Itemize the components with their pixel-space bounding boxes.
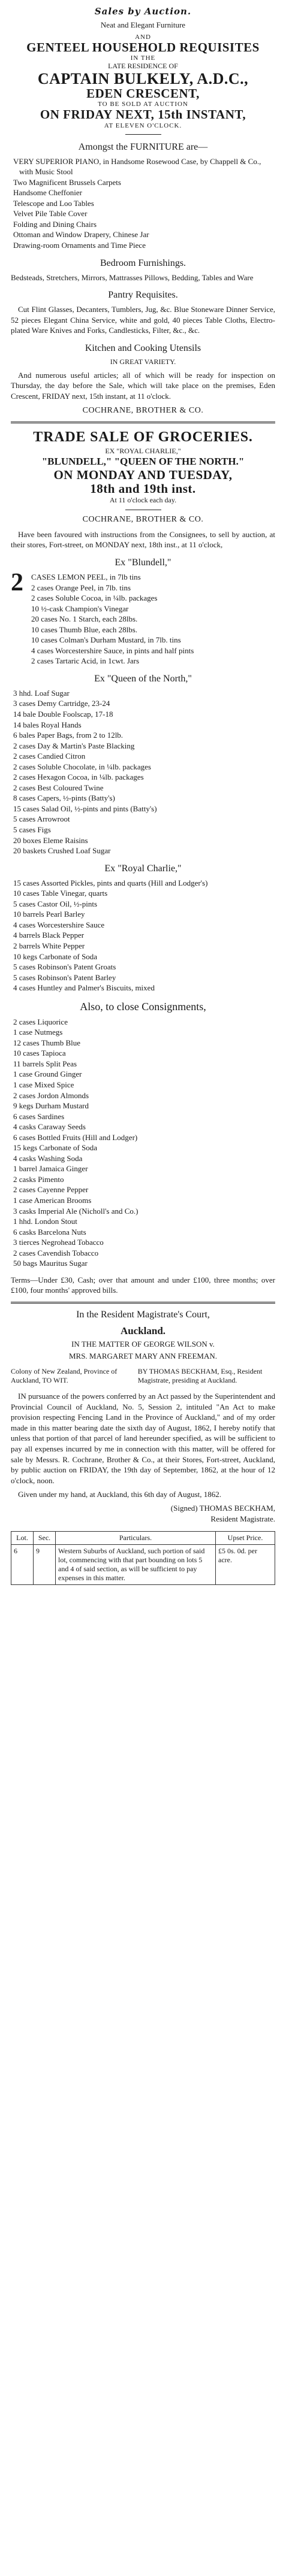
list-item: 6 cases Bottled Fruits (Hill and Lodger)	[13, 1132, 138, 1142]
list-item: 10 cases Table Vinegar, quarts	[13, 889, 108, 898]
groceries-firm: COCHRANE, BROTHER & CO.	[82, 514, 204, 524]
signed-title: Resident Magistrate.	[210, 1514, 275, 1523]
list-item: Handsome Cheffonier	[13, 188, 82, 198]
list-item: VERY SUPERIOR PIANO, in Handsome Rosewood Case, by Chappell & Co., with Music Stool	[13, 156, 261, 177]
ex-queen-heading: Ex "Queen of the North,"	[94, 673, 192, 684]
lots-header-particulars: Particulars.	[56, 1531, 216, 1544]
list-item: Two Magnificent Brussels Carpets	[13, 177, 121, 187]
dropcap-two: 2	[11, 569, 23, 596]
furniture-owner: CAPTAIN BULKELY, A.D.C.,	[37, 70, 249, 88]
list-item: 4 cases Huntley and Palmer's Biscuits, mixed	[13, 983, 155, 993]
groceries-title: TRADE SALE OF GROCERIES.	[33, 429, 253, 446]
list-item: 1 hhd. London Stout	[13, 1217, 77, 1226]
list-item: 4 casks Caraway Seeds	[13, 1122, 86, 1132]
also-heading: Also, to close Consignments,	[80, 1000, 206, 1013]
furniture-to-be-sold: TO BE SOLD AT AUCTION	[98, 101, 188, 108]
lots-cell-upset-price: £5 0s. 0d. per acre.	[216, 1544, 275, 1584]
list-item: 10 cases Thumb Blue, each 28lbs.	[31, 625, 138, 634]
court-place: Auckland.	[120, 1325, 166, 1337]
ex-royal-heading: Ex "Royal Charlie,"	[104, 863, 182, 874]
bedroom-text: Bedsteads, Stretchers, Mirrors, Mattrasses Pillows, Bedding, Tables and Ware	[11, 272, 254, 282]
list-item: 1 barrel Jamaica Ginger	[13, 1164, 88, 1174]
list-item: 15 cases Assorted Pickles, pints and quarts (Hill and Lodger's)	[13, 878, 208, 887]
list-item: 2 cases Best Coloured Twine	[13, 783, 104, 792]
list-item: 20 boxes Eleme Raisins	[13, 835, 88, 845]
list-item: Folding and Dining Chairs	[13, 219, 97, 229]
table-row	[11, 1544, 275, 1584]
groceries-time: At 11 o'clock each day.	[109, 495, 177, 504]
list-item: 2 cases Orange Peel, in 7lb. tins	[31, 583, 131, 592]
list-item: 2 cases Cavendish Tobacco	[13, 1248, 99, 1257]
amongst-heading: Amongst the FURNITURE are—	[78, 141, 208, 152]
groceries-ex: EX "ROYAL CHARLIE,"	[105, 447, 181, 456]
list-item: 12 cases Thumb Blue	[13, 1038, 81, 1047]
list-item: 5 cases Castor Oil, ½-pints	[13, 899, 98, 908]
furniture-and: AND	[135, 34, 151, 41]
bedroom-heading: Bedroom Furnishings.	[100, 257, 186, 268]
blundell-block	[11, 569, 275, 666]
list-item: 6 cases Sardines	[13, 1111, 65, 1121]
list-item: 20 baskets Crushed Loaf Sugar	[13, 846, 111, 856]
list-item: 10 cases Colman's Durham Mustard, in 7lb. tins	[31, 635, 181, 645]
list-item: 3 hhd. Loaf Sugar	[13, 688, 70, 698]
list-item: Drawing-room Ornaments and Time Piece	[13, 240, 146, 250]
royal-list	[11, 878, 275, 993]
pantry-heading: Pantry Requisites.	[108, 290, 178, 301]
kitchen-text: And numerous useful articles; all of which will be ready for inspection on Thursday, the day before the Sale, which will take place on the premises, Eden Crescent, FRIDAY next, 15th instant, at 11 o'clock.	[11, 370, 275, 401]
list-item: Ottoman and Window Drapery, Chinese Jar	[13, 230, 149, 240]
list-item: 4 cases Worcestershire Sauce, in pints and half pints	[31, 645, 194, 655]
court-matter-line2: MRS. MARGARET MARY ANN FREEMAN.	[68, 1351, 218, 1361]
signed-label: (Signed)	[170, 1503, 198, 1513]
signature-line	[11, 1504, 275, 1513]
list-item: 2 cases Soluble Chocolate, in ¼lb. packages	[13, 762, 151, 771]
list-item: 9 kegs Durham Mustard	[13, 1101, 89, 1111]
blundell-list	[29, 572, 275, 666]
list-item: Velvet Pile Table Cover	[13, 209, 88, 219]
furniture-date: ON FRIDAY NEXT, 15th INSTANT,	[40, 107, 246, 122]
list-item: 11 barrels Split Peas	[13, 1059, 77, 1068]
list-item: 2 barrels White Pepper	[13, 941, 85, 950]
list-item: 3 tierces Negrohead Tobacco	[13, 1238, 104, 1247]
divider	[125, 134, 161, 135]
lots-table-header-row	[11, 1531, 275, 1544]
list-item: 2 cases Day & Martin's Paste Blacking	[13, 741, 135, 750]
list-item: 15 kegs Carbonate of Soda	[13, 1143, 98, 1153]
section-divider	[11, 422, 275, 423]
list-item: 3 cases Demy Cartridge, 23-24	[13, 699, 110, 708]
groceries-intro: Have been favoured with instructions from the Consignees, to sell by auction, at their stores, Fort-street, on MONDAY next, 18th inst., at 11 o'clock,	[11, 529, 275, 550]
furniture-time: AT ELEVEN O'CLOCK.	[104, 122, 182, 129]
list-item: 2 cases Jordon Almonds	[13, 1090, 89, 1100]
list-item: 10 kegs Carbonate of Soda	[13, 951, 98, 961]
furniture-in-the: IN THE	[130, 54, 156, 62]
lots-header-lot: Lot.	[11, 1531, 34, 1544]
list-item: 5 cases Arrowroot	[13, 814, 70, 824]
ex-blundell-heading: Ex "Blundell,"	[115, 557, 171, 568]
list-item: 2 cases Cayenne Pepper	[13, 1185, 89, 1195]
list-item: 2 cases Candied Citron	[13, 751, 86, 761]
list-item: CASES LEMON PEEL, in 7lb tins	[31, 572, 141, 581]
list-item: 2 cases Hexagon Cocoa, in ¼lb. packages	[13, 772, 144, 782]
lots-header-sec: Sec.	[34, 1531, 56, 1544]
list-item: 4 barrels Black Pepper	[13, 931, 85, 940]
groceries-ships: "BLUNDELL," "QUEEN OF THE NORTH."	[41, 456, 245, 468]
amongst-list	[11, 156, 275, 251]
furniture-firm: COCHRANE, BROTHER & CO.	[82, 406, 204, 416]
list-item: 2 cases Tartaric Acid, in 1cwt. Jars	[31, 656, 140, 666]
list-item: 4 cases Worcestershire Sauce	[13, 920, 105, 929]
furniture-late-residence: LATE RESIDENCE OF	[108, 62, 178, 71]
list-item: 1 case American Brooms	[13, 1195, 92, 1205]
list-item: 8 cases Capers, ½-pints (Batty's)	[13, 793, 115, 803]
list-item: 1 case Mixed Spice	[13, 1080, 74, 1089]
list-item: 5 cases Figs	[13, 825, 51, 835]
lots-cell-sec: 9	[34, 1544, 56, 1584]
lots-cell-lot: 6	[11, 1544, 34, 1584]
section-divider	[11, 1302, 275, 1304]
court-matter-line1: IN THE MATTER OF GEORGE WILSON v.	[71, 1339, 215, 1349]
lots-header-upset-price: Upset Price.	[216, 1531, 275, 1544]
magistrate-text: BY THOMAS BECKHAM, Esq., Resident Magistrate, presiding at Auckland.	[137, 1367, 263, 1385]
kitchen-heading: Kitchen and Cooking Utensils	[85, 343, 201, 353]
list-item: 50 bags Mauritus Sugar	[13, 1259, 88, 1268]
list-item: 5 cases Robinson's Patent Barley	[13, 972, 116, 982]
list-item: 15 cases Salad Oil, ½-pints and pints (Batty's)	[13, 804, 157, 813]
furniture-street: EDEN CRESCENT,	[86, 86, 200, 101]
colony-text: Colony of New Zealand, Province of Auckland, TO WIT.	[11, 1367, 118, 1385]
groceries-advert	[11, 429, 275, 1296]
kitchen-sub: IN GREAT VARIETY.	[110, 357, 176, 366]
furniture-advert	[11, 20, 275, 416]
court-body: IN pursuance of the powers conferred by an Act passed by the Superintendent and Provincial Council of Auckland, No. 5, Session 2, intituled "An Act to make provision respecting Fencing Land in the Province of Auckland," and of my order made in this matter bearing date the sixth day of August, 1862, I hereby notify that unless that portion of that parcel of land hereunder specified, as will be sufficient to pay all expenses incurred by me in connection with this matter, will be offered for sale by Messrs. R. Cochrane, Brother & Co., at their Stores, Fort-street, Auckland, by public auction on FRIDAY, the 19th day of September, 1862, at the hour of 12 o'clock, noon.	[11, 1392, 275, 1485]
list-item: 10 cases Tapioca	[13, 1048, 66, 1058]
court-given: Given under my hand, at Auckland, this 6th day of August, 1862.	[18, 1490, 222, 1499]
newspaper-column	[11, 0, 275, 1585]
furniture-title: GENTEEL HOUSEHOLD REQUISITES	[26, 40, 260, 54]
masthead: Sales by Auction.	[94, 6, 192, 17]
lots-cell-particulars: Western Suburbs of Auckland, such portion of said lot, commencing with that part bounding on lots 5 and 4 of said section, as will be sufficient to pay expenses in this matter.	[56, 1544, 216, 1584]
lots-table	[11, 1531, 275, 1585]
list-item: Telescope and Loo Tables	[13, 198, 94, 208]
queen-list	[11, 688, 275, 856]
list-item: 2 cases Liquorice	[13, 1017, 68, 1026]
list-item: 3 casks Imperial Ale (Nicholl's and Co.)	[13, 1206, 139, 1216]
court-notice	[11, 1310, 275, 1585]
list-item: 6 casks Barcelona Nuts	[13, 1227, 86, 1237]
terms-text: Terms—Under £30, Cash; over that amount and under £100, three months; over £100, four months' approved bills.	[11, 1275, 275, 1295]
list-item: 2 cases Soluble Cocoa, in ¼lb. packages	[31, 593, 158, 603]
list-item: 14 bale Double Foolscap, 17-18	[13, 710, 113, 719]
list-item: 2 casks Pimento	[13, 1174, 64, 1184]
colony-row	[11, 1367, 275, 1385]
furniture-lead: Neat and Elegant Furniture	[100, 20, 186, 29]
list-item: 1 case Ground Ginger	[13, 1069, 82, 1079]
groceries-date1: ON MONDAY AND TUESDAY,	[53, 467, 233, 482]
court-title: In the Resident Magistrate's Court,	[76, 1309, 210, 1320]
pantry-text: Cut Flint Glasses, Decanters, Tumblers, Jug, &c. Blue Stoneware Dinner Service, 52 pieces Elegant China Service, white and gold, 40 pieces Table Cloths, Electro-plated Ware Knives and Forks, Candlesticks, Filter, &c., &c.	[11, 305, 275, 335]
list-item: 4 casks Washing Soda	[13, 1153, 83, 1163]
signed-name: THOMAS BECKHAM,	[199, 1503, 275, 1513]
list-item: 1 case Nutmegs	[13, 1028, 63, 1037]
list-item: 10 ½-cask Champion's Vinegar	[31, 604, 129, 613]
list-item: 20 cases No. 1 Starch, each 28lbs.	[31, 614, 138, 624]
list-item: 10 barrels Pearl Barley	[13, 910, 85, 919]
list-item: 14 bales Royal Hands	[13, 720, 82, 729]
list-item: 6 bales Paper Bags, from 2 to 12lb.	[13, 731, 124, 740]
list-item: 5 cases Robinson's Patent Groats	[13, 962, 116, 972]
groceries-date2: 18th and 19th inst.	[90, 481, 196, 496]
also-list	[11, 1017, 275, 1269]
